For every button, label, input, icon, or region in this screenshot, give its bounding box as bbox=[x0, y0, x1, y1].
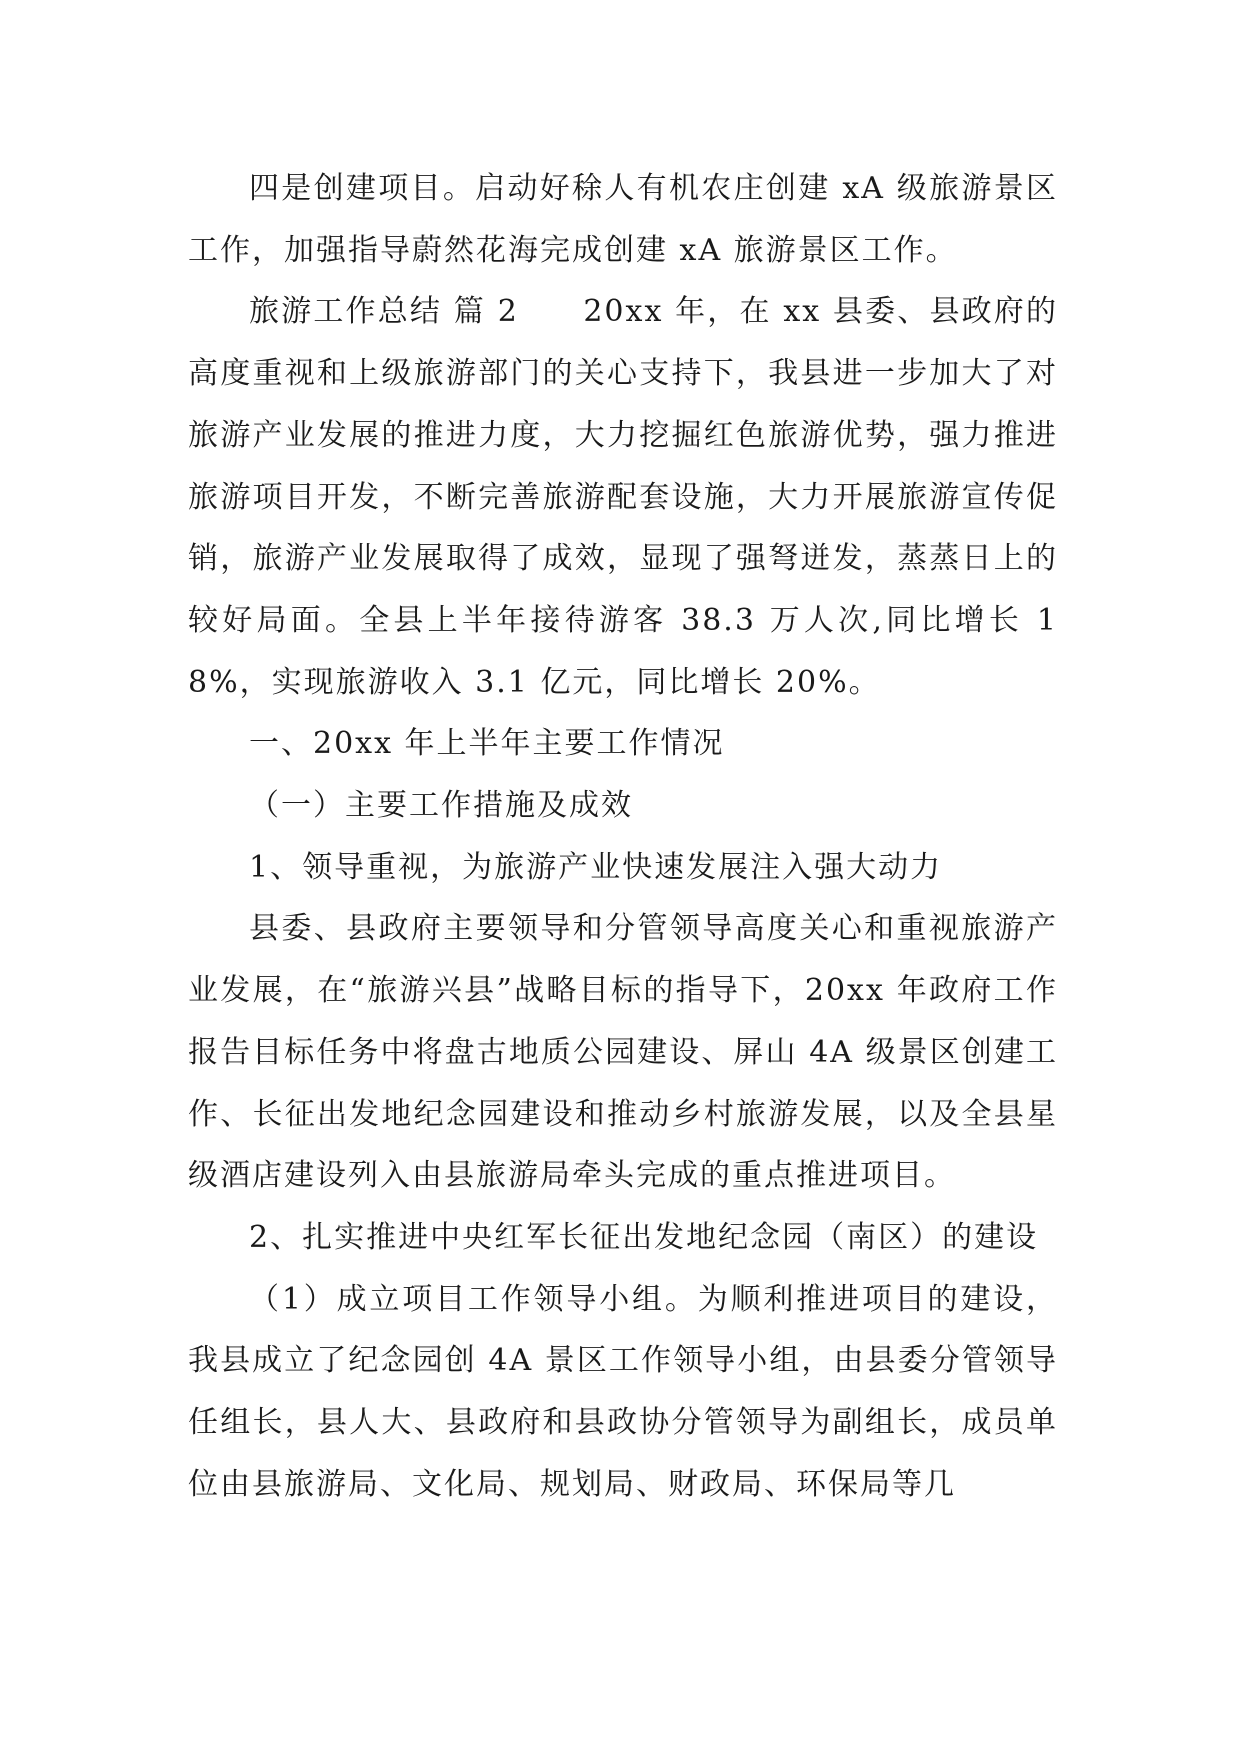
heading-item-2: 2、扎实推进中央红军长征出发地纪念园（南区）的建设 bbox=[249, 1219, 1039, 1255]
paragraph-working-group: （1）成立项目工作领导小组。为顺利推进项目的建设，我县成立了纪念园创 4A 景区工作领导小组，由县委分管领导任组长，县人大、县政府和县政协分管领导为副组长，成员单位由县旅游局、文化局、规划局、财政局、环保局等几 bbox=[188, 1281, 1058, 1502]
document-body bbox=[188, 158, 1058, 1515]
heading-subsection-one: （一）主要工作措施及成效 bbox=[249, 788, 633, 824]
paragraph-project-creation: 四是创建项目。启动好稌人有机农庄创建 xA 级旅游景区工作，加强指导蔚然花海完成创建 xA 旅游景区工作。 bbox=[188, 171, 1058, 268]
heading-section-one: 一、20xx 年上半年主要工作情况 bbox=[249, 726, 725, 762]
paragraph-tourism-summary-intro: 旅游工作总结 篇 2 20xx 年，在 xx 县委、县政府的高度重视和上级旅游部门的关心支持下，我县进一步加大了对旅游产业发展的推进力度，大力挖掘红色旅游优势，强力推进旅游项目开发，不断完善旅游配套设施，大力开展旅游宣传促销，旅游产业发展取得了成效，显现了强弩迸发，蒸蒸日上的较好局面。全县上半年接待游客 38.3 万人次,同比增长 18%，实现旅游收入 3.1 亿元，同比增长 20%。 bbox=[188, 294, 1058, 700]
paragraph-leadership: 县委、县政府主要领导和分管领导高度关心和重视旅游产业发展，在“旅游兴县”战略目标的指导下，20xx 年政府工作报告目标任务中将盘古地质公园建设、屏山 4A 级景区创建工作、长征出发地纪念园建设和推动乡村旅游发展，以及全县星级酒店建设列入由县旅游局牵头完成的重点推进项目。 bbox=[188, 911, 1058, 1194]
heading-item-1: 1、领导重视，为旅游产业快速发展注入强大动力 bbox=[249, 849, 943, 885]
